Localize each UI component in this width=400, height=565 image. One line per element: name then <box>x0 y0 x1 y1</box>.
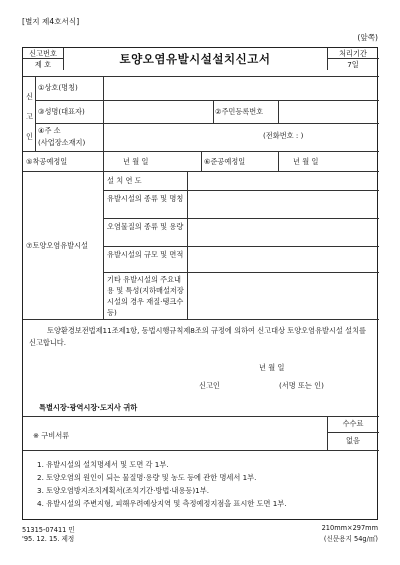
paper-size: 210mm×297mm <box>321 524 378 532</box>
start-date-divider <box>103 151 104 171</box>
required-document-item: 1. 유발시설의 설치명세서 및 도면 각 1부. <box>37 460 169 469</box>
pollutant-type-label: 오염물질의 종류 및 용량 <box>107 222 184 231</box>
completion-date-value: 년 월 일 <box>293 157 319 166</box>
declaration-date: 년 월 일 <box>259 363 285 372</box>
applicant-group-char-3: 인 <box>26 132 33 141</box>
phone-label: (전화번호 : ) <box>263 131 304 140</box>
start-date-value: 년 월 일 <box>123 157 149 166</box>
applicant-group-char-2: 고 <box>26 112 33 121</box>
required-document-item: 3. 토양오염방지조치계획서(조치기간·방법·내용등)1부. <box>37 486 209 495</box>
facility-other-details-label: 기타 유발시설의 주요내용 및 특성(지하매설저장시설의 경우 재질·탱크수 등) <box>107 275 184 317</box>
representative-name-label: ③성명(대표자) <box>38 107 85 116</box>
facility-install-year-label: 설 치 연 도 <box>107 176 142 185</box>
addressee-label: 특별시장·광역시장·도지사 귀하 <box>39 403 138 412</box>
fee-row-divider <box>327 432 379 433</box>
applicant-group-divider <box>35 76 36 151</box>
fee-value: 없음 <box>346 436 360 445</box>
form-code: 51315-07411 민 <box>22 526 75 534</box>
row-line <box>23 171 379 172</box>
applicant-group-char-1: 신 <box>26 92 33 101</box>
business-name-label: ①상호(명칭) <box>38 83 78 92</box>
schedule-mid-divider <box>201 151 202 171</box>
row-line <box>23 319 379 320</box>
receipt-number-value: 제 호 <box>34 60 52 69</box>
row-line <box>35 100 379 101</box>
receipt-divider <box>23 58 63 59</box>
row-line <box>103 246 379 247</box>
facility-item-divider <box>187 171 188 319</box>
row-line <box>23 450 379 451</box>
row-line <box>103 190 379 191</box>
applicant-label-divider <box>103 76 104 151</box>
rrn-value-divider <box>278 100 279 123</box>
page-side-note: (앞쪽) <box>357 33 378 42</box>
address-sublabel: (사업장소재지) <box>38 138 86 147</box>
row-line <box>23 76 379 77</box>
fee-label: 수수료 <box>342 419 364 428</box>
paper-type: (신문용지 54g/㎡) <box>323 535 378 543</box>
required-documents-label: ※ 구비서류 <box>33 431 70 440</box>
row-line <box>35 123 379 124</box>
form-title: 토양오염유발시설설치신고서 <box>119 52 271 66</box>
facility-type-label: 유발시설의 종류 및 명칭 <box>107 194 184 203</box>
form-number-label: [별지 제4호서식] <box>22 17 80 26</box>
resident-number-label: ②주민등록번호 <box>215 107 264 116</box>
row-line <box>103 218 379 219</box>
end-date-divider <box>278 151 279 171</box>
completion-date-label: ⑥준공예정일 <box>204 157 246 166</box>
required-document-item: 2. 토양오염의 원인이 되는 물질명·용량 및 농도 등에 관한 명세서 1부. <box>37 473 257 482</box>
facility-group-label: ⑦토양오염유발시설 <box>26 241 88 250</box>
facility-scale-label: 유발시설의 규모 및 면적 <box>107 250 184 259</box>
processing-period-value: 7일 <box>347 60 359 69</box>
facility-group-divider <box>103 171 104 319</box>
address-label: ④주 소 <box>38 126 61 135</box>
row-line <box>23 416 379 417</box>
report-form <box>22 47 378 520</box>
processing-divider <box>327 58 379 59</box>
signature-or-seal-label: (서명 또는 인) <box>279 381 324 390</box>
row-line <box>103 272 379 273</box>
required-document-item: 4. 유발시설의 주변지형, 피해우려예상지역 및 측정예정지점을 표시한 도면 1부. <box>37 499 287 508</box>
applicant-signature-label: 신고인 <box>199 381 220 390</box>
start-date-label: ⑤착공예정일 <box>26 157 68 166</box>
form-enactment-date: '95. 12. 15. 제정 <box>22 535 75 543</box>
declaration-text: 토양환경보전법제11조제1항, 동법시행규칙제8조의 규정에 의하여 신고대상 토양오염유발시설 설치를 신고합니다. <box>29 326 366 347</box>
processing-period-label: 처리기간 <box>339 49 367 58</box>
rrn-divider <box>213 100 214 123</box>
receipt-number-label: 신고번호 <box>29 49 57 58</box>
